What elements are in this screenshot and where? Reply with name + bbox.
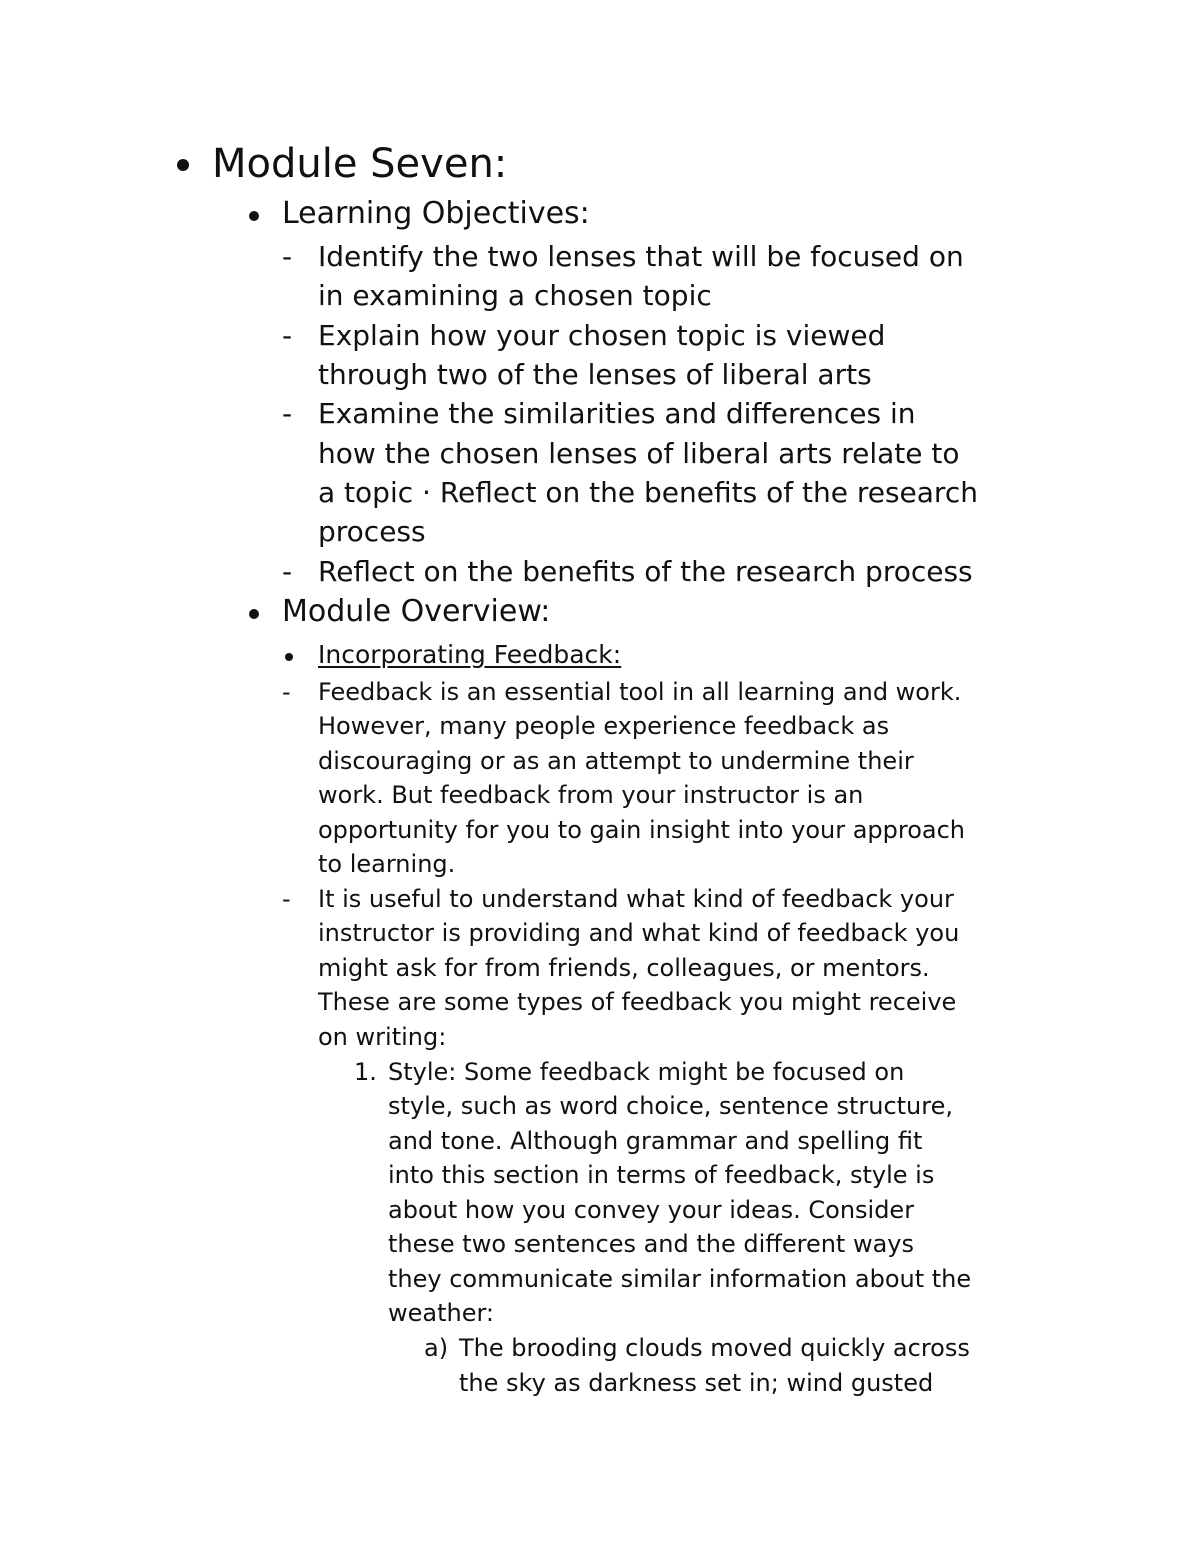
numbered-item-line: weather: bbox=[388, 1299, 495, 1327]
paragraph-line: These are some types of feedback you might receive bbox=[318, 988, 957, 1016]
list-number: 1. bbox=[354, 1058, 377, 1086]
lettered-item-line: The brooding clouds moved quickly across bbox=[459, 1334, 970, 1362]
paragraph-line: on writing: bbox=[318, 1023, 447, 1051]
learning-objectives-heading: Learning Objectives: bbox=[282, 196, 590, 231]
paragraph-line: It is useful to understand what kind of feedback your bbox=[318, 885, 954, 913]
dash-icon: - bbox=[282, 240, 293, 273]
numbered-item-line: they communicate similar information about the bbox=[388, 1265, 972, 1293]
objective-line: a topic · Reflect on the benefits of the research bbox=[318, 476, 978, 509]
numbered-item-line: into this section in terms of feedback, style is bbox=[388, 1161, 935, 1189]
paragraph-line: to learning. bbox=[318, 850, 456, 878]
objective-line: in examining a chosen topic bbox=[318, 279, 712, 312]
objective-line: how the chosen lenses of liberal arts relate to bbox=[318, 437, 960, 470]
incorporating-feedback-heading: Incorporating Feedback: bbox=[318, 640, 622, 669]
dash-icon: - bbox=[282, 678, 291, 706]
objective-line: through two of the lenses of liberal arts bbox=[318, 358, 872, 391]
numbered-item-line: Style: Some feedback might be focused on bbox=[388, 1058, 905, 1086]
paragraph-line: instructor is providing and what kind of feedback you bbox=[318, 919, 960, 947]
objective-line: Identify the two lenses that will be focused on bbox=[318, 240, 964, 273]
dash-icon: - bbox=[282, 397, 293, 430]
paragraph-line: work. But feedback from your instructor is an bbox=[318, 781, 864, 809]
paragraph-line: However, many people experience feedback as bbox=[318, 712, 890, 740]
dash-icon: - bbox=[282, 885, 291, 913]
dash-icon: - bbox=[282, 555, 293, 588]
dash-icon: - bbox=[282, 319, 293, 352]
module-title: Module Seven: bbox=[212, 141, 508, 187]
paragraph-line: Feedback is an essential tool in all learning and work. bbox=[318, 678, 962, 706]
bullet-icon bbox=[285, 653, 293, 661]
module-overview-heading: Module Overview: bbox=[282, 594, 551, 629]
numbered-item-line: about how you convey your ideas. Consider bbox=[388, 1196, 915, 1224]
objective-line: Explain how your chosen topic is viewed bbox=[318, 319, 886, 352]
bullet-icon bbox=[249, 211, 259, 221]
list-letter: a) bbox=[424, 1334, 449, 1362]
numbered-item-line: and tone. Although grammar and spelling fit bbox=[388, 1127, 923, 1155]
objective-line: Examine the similarities and differences in bbox=[318, 397, 916, 430]
lettered-item-line: the sky as darkness set in; wind gusted bbox=[459, 1369, 934, 1397]
objective-line: process bbox=[318, 515, 426, 548]
bullet-icon bbox=[177, 159, 189, 171]
paragraph-line: opportunity for you to gain insight into your approach bbox=[318, 816, 966, 844]
numbered-item-line: these two sentences and the different ways bbox=[388, 1230, 914, 1258]
bullet-icon bbox=[249, 609, 259, 619]
paragraph-line: discouraging or as an attempt to undermine their bbox=[318, 747, 914, 775]
objective-line: Reflect on the benefits of the research process bbox=[318, 555, 973, 588]
numbered-item-line: style, such as word choice, sentence structure, bbox=[388, 1092, 953, 1120]
paragraph-line: might ask for from friends, colleagues, or mentors. bbox=[318, 954, 930, 982]
